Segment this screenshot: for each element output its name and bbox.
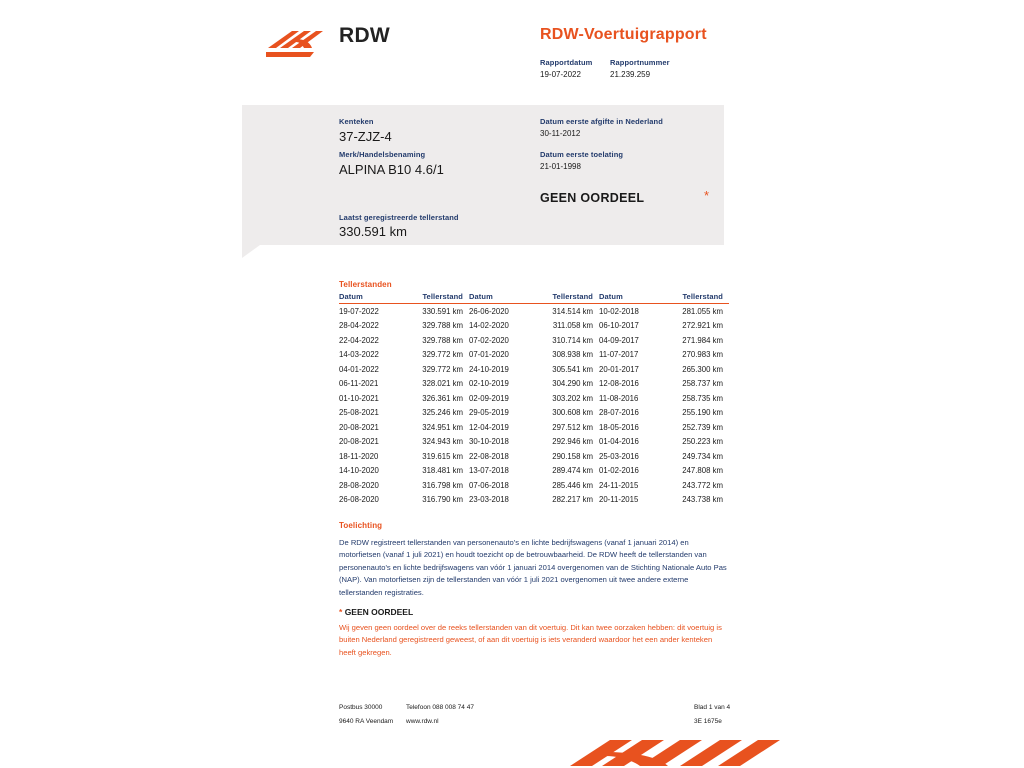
column-header-tellerstand: Tellerstand xyxy=(422,292,463,301)
cell-datum: 20-08-2021 xyxy=(339,437,379,447)
table-row xyxy=(599,304,729,319)
column-header-datum: Datum xyxy=(599,292,623,301)
cell-datum: 07-06-2018 xyxy=(469,480,509,490)
cell-tellerstand: 247.808 km xyxy=(682,466,723,476)
cell-datum: 20-01-2017 xyxy=(599,364,639,374)
toelichting-section-title: Toelichting xyxy=(339,521,383,530)
column-header-datum: Datum xyxy=(469,292,493,301)
column-header-tellerstand: Tellerstand xyxy=(552,292,593,301)
cell-tellerstand: 303.202 km xyxy=(552,393,593,403)
cell-datum: 02-10-2019 xyxy=(469,379,509,389)
cell-datum: 01-02-2016 xyxy=(599,466,639,476)
cell-tellerstand: 304.290 km xyxy=(552,379,593,389)
table-row xyxy=(339,391,469,406)
cell-tellerstand: 305.541 km xyxy=(552,364,593,374)
document-footer xyxy=(0,700,1024,740)
cell-datum: 28-04-2022 xyxy=(339,321,379,331)
toelichting-body-text: De RDW registreert tellerstanden van personenauto's en lichte bedrijfswagens (vanaf 1 januari 2014) en motorfietsen (vanaf 1 juli 2021) en houdt toezicht op de betrouwbaarheid. De RDW heeft de tellerstanden van personenauto's en lichte bedrijfswagens van vóór 1 januari 2014 overgenomen van de Stichting Nationale Auto Pas (NAP). Van motorfietsen zijn de tellerstanden van vóór 1 juli 2021 overgenomen uit twee andere externe tellerstanden registraties. xyxy=(339,538,727,597)
laatste-tellerstand-value: 330.591 km xyxy=(339,224,407,239)
table-row xyxy=(599,493,729,508)
cell-datum: 28-08-2020 xyxy=(339,480,379,490)
rdw-bottom-graphic-icon xyxy=(540,738,790,768)
table-row xyxy=(339,348,469,363)
panel-notch-decoration xyxy=(242,245,260,258)
rapportdatum-value: 19-07-2022 xyxy=(540,70,581,79)
cell-datum: 18-05-2016 xyxy=(599,422,639,432)
eerste-afgifte-label: Datum eerste afgifte in Nederland xyxy=(540,117,663,126)
cell-tellerstand: 249.734 km xyxy=(682,451,723,461)
cell-datum: 24-11-2015 xyxy=(599,480,639,490)
table-row xyxy=(469,333,599,348)
eerste-toelating-label: Datum eerste toelating xyxy=(540,150,624,159)
table-row xyxy=(599,319,729,334)
cell-datum: 06-10-2017 xyxy=(599,321,639,331)
table-row xyxy=(599,420,729,435)
tellerstanden-column-2 xyxy=(469,292,599,507)
cell-datum: 24-10-2019 xyxy=(469,364,509,374)
table-header-row xyxy=(469,292,599,304)
cell-datum: 13-07-2018 xyxy=(469,466,509,476)
table-row xyxy=(339,493,469,508)
table-row xyxy=(339,319,469,334)
footer-telefoon: Telefoon 088 008 74 47 xyxy=(406,704,474,711)
cell-tellerstand: 329.788 km xyxy=(422,321,463,331)
cell-datum: 20-11-2015 xyxy=(599,495,639,505)
rdw-logo-icon xyxy=(266,28,328,58)
cell-datum: 01-04-2016 xyxy=(599,437,639,447)
table-row xyxy=(469,420,599,435)
table-row xyxy=(339,333,469,348)
eerste-afgifte-value: 30-11-2012 xyxy=(540,129,581,138)
footnote-star-icon: * xyxy=(339,607,343,617)
cell-tellerstand: 297.512 km xyxy=(552,422,593,432)
tellerstanden-section-title: Tellerstanden xyxy=(339,280,392,289)
cell-datum: 30-10-2018 xyxy=(469,437,509,447)
tellerstanden-table xyxy=(339,292,731,507)
cell-datum: 25-08-2021 xyxy=(339,408,379,418)
table-row xyxy=(339,304,469,319)
cell-tellerstand: 252.739 km xyxy=(682,422,723,432)
cell-datum: 28-07-2016 xyxy=(599,408,639,418)
cell-tellerstand: 300.608 km xyxy=(552,408,593,418)
cell-datum: 04-01-2022 xyxy=(339,364,379,374)
table-header-row xyxy=(339,292,469,304)
vehicle-summary-panel xyxy=(242,105,724,245)
column-header-datum: Datum xyxy=(339,292,363,301)
cell-datum: 19-07-2022 xyxy=(339,306,379,316)
rapportdatum-block xyxy=(540,58,592,79)
kenteken-value: 37-ZJZ-4 xyxy=(339,129,392,144)
cell-tellerstand: 270.983 km xyxy=(682,350,723,360)
cell-tellerstand: 292.946 km xyxy=(552,437,593,447)
footer-postbus: Postbus 30000 xyxy=(339,704,383,711)
cell-tellerstand: 265.300 km xyxy=(682,364,723,374)
cell-tellerstand: 271.984 km xyxy=(682,335,723,345)
cell-datum: 10-02-2018 xyxy=(599,306,639,316)
cell-datum: 07-01-2020 xyxy=(469,350,509,360)
table-row xyxy=(469,406,599,421)
table-row xyxy=(469,304,599,319)
table-row xyxy=(599,333,729,348)
cell-datum: 04-09-2017 xyxy=(599,335,639,345)
cell-tellerstand: 311.058 km xyxy=(552,321,593,331)
merk-value: ALPINA B10 4.6/1 xyxy=(339,162,444,177)
cell-tellerstand: 324.943 km xyxy=(422,437,463,447)
cell-tellerstand: 272.921 km xyxy=(682,321,723,331)
cell-tellerstand: 243.738 km xyxy=(682,495,723,505)
footer-website[interactable]: www.rdw.nl xyxy=(406,718,439,725)
cell-tellerstand: 243.772 km xyxy=(682,480,723,490)
cell-tellerstand: 316.790 km xyxy=(422,495,463,505)
geen-oordeel-heading xyxy=(339,607,413,617)
table-row xyxy=(599,362,729,377)
cell-tellerstand: 319.615 km xyxy=(422,451,463,461)
cell-tellerstand: 310.714 km xyxy=(552,335,593,345)
footer-plaats: 9640 RA Veendam xyxy=(339,718,394,725)
cell-tellerstand: 290.158 km xyxy=(552,451,593,461)
cell-tellerstand: 329.772 km xyxy=(422,350,463,360)
status-badge: GEEN OORDEEL xyxy=(540,191,645,205)
cell-tellerstand: 258.735 km xyxy=(682,393,723,403)
cell-tellerstand: 330.591 km xyxy=(422,306,463,316)
cell-datum: 14-10-2020 xyxy=(339,466,379,476)
cell-datum: 26-06-2020 xyxy=(469,306,509,316)
table-row xyxy=(599,478,729,493)
cell-tellerstand: 314.514 km xyxy=(552,306,593,316)
cell-tellerstand: 316.798 km xyxy=(422,480,463,490)
cell-tellerstand: 250.223 km xyxy=(682,437,723,447)
table-row xyxy=(469,377,599,392)
table-row xyxy=(469,391,599,406)
cell-tellerstand: 318.481 km xyxy=(422,466,463,476)
tellerstanden-column-1 xyxy=(339,292,469,507)
footnote-star-marker: * xyxy=(704,188,710,203)
cell-datum: 14-02-2020 xyxy=(469,321,509,331)
cell-datum: 18-11-2020 xyxy=(339,451,379,461)
kenteken-label: Kenteken xyxy=(339,117,374,126)
table-row xyxy=(339,449,469,464)
cell-datum: 11-08-2016 xyxy=(599,393,639,403)
table-row xyxy=(599,449,729,464)
eerste-toelating-value: 21-01-1998 xyxy=(540,162,581,171)
cell-tellerstand: 328.021 km xyxy=(422,379,463,389)
cell-datum: 29-05-2019 xyxy=(469,408,509,418)
cell-tellerstand: 281.055 km xyxy=(682,306,723,316)
merk-label: Merk/Handelsbenaming xyxy=(339,150,426,159)
cell-tellerstand: 329.772 km xyxy=(422,364,463,374)
table-row xyxy=(339,478,469,493)
cell-datum: 02-09-2019 xyxy=(469,393,509,403)
cell-datum: 20-08-2021 xyxy=(339,422,379,432)
cell-datum: 12-08-2016 xyxy=(599,379,639,389)
table-row xyxy=(339,362,469,377)
table-row xyxy=(469,348,599,363)
document-header xyxy=(0,0,1024,92)
table-row xyxy=(469,464,599,479)
footer-page-number: Blad 1 van 4 xyxy=(694,704,731,711)
cell-tellerstand: 326.361 km xyxy=(422,393,463,403)
table-row xyxy=(599,406,729,421)
rdw-wordmark: RDW xyxy=(339,24,391,47)
table-row xyxy=(469,449,599,464)
table-row xyxy=(339,406,469,421)
table-row xyxy=(469,362,599,377)
cell-tellerstand: 329.788 km xyxy=(422,335,463,345)
cell-datum: 26-08-2020 xyxy=(339,495,379,505)
cell-tellerstand: 324.951 km xyxy=(422,422,463,432)
cell-datum: 14-03-2022 xyxy=(339,350,379,360)
cell-tellerstand: 282.217 km xyxy=(552,495,593,505)
table-row xyxy=(469,493,599,508)
table-row xyxy=(469,478,599,493)
cell-datum: 25-03-2016 xyxy=(599,451,639,461)
cell-tellerstand: 285.446 km xyxy=(552,480,593,490)
table-row xyxy=(339,464,469,479)
table-row xyxy=(599,464,729,479)
table-row xyxy=(469,435,599,450)
cell-datum: 06-11-2021 xyxy=(339,379,379,389)
table-row xyxy=(339,435,469,450)
table-row xyxy=(469,319,599,334)
cell-datum: 22-04-2022 xyxy=(339,335,379,345)
laatste-tellerstand-label: Laatst geregistreerde tellerstand xyxy=(339,213,459,222)
geen-oordeel-body-text: Wij geven geen oordeel over de reeks tellerstanden van dit voertuig. Dit kan twee oorzaken hebben: dit voertuig is buiten Nederland geregistreerd geweest, of aan dit voertuig is iets veranderd waardoor het een ander kenteken heeft gekregen. xyxy=(339,623,722,657)
cell-tellerstand: 325.246 km xyxy=(422,408,463,418)
table-header-row xyxy=(599,292,729,304)
table-row xyxy=(339,377,469,392)
cell-datum: 07-02-2020 xyxy=(469,335,509,345)
rapportnummer-label: Rapportnummer xyxy=(610,58,670,67)
column-header-tellerstand: Tellerstand xyxy=(682,292,723,301)
cell-tellerstand: 258.737 km xyxy=(682,379,723,389)
table-row xyxy=(599,435,729,450)
table-row xyxy=(599,348,729,363)
cell-tellerstand: 289.474 km xyxy=(552,466,593,476)
rapportdatum-label: Rapportdatum xyxy=(540,58,593,67)
table-row xyxy=(339,420,469,435)
cell-datum: 11-07-2017 xyxy=(599,350,639,360)
cell-tellerstand: 255.190 km xyxy=(682,408,723,418)
table-row xyxy=(599,391,729,406)
cell-datum: 12-04-2019 xyxy=(469,422,509,432)
cell-datum: 01-10-2021 xyxy=(339,393,379,403)
cell-tellerstand: 308.938 km xyxy=(552,350,593,360)
footer-form-code: 3E 1675e xyxy=(694,718,722,725)
rapportnummer-value: 21.239.259 xyxy=(610,70,651,79)
page-title: RDW-Voertuigrapport xyxy=(540,26,707,43)
rapportnummer-block xyxy=(610,58,670,79)
cell-datum: 23-03-2018 xyxy=(469,495,509,505)
cell-datum: 22-08-2018 xyxy=(469,451,509,461)
tellerstanden-column-3 xyxy=(599,292,729,507)
table-row xyxy=(599,377,729,392)
geen-oordeel-heading-text: GEEN OORDEEL xyxy=(344,607,414,617)
